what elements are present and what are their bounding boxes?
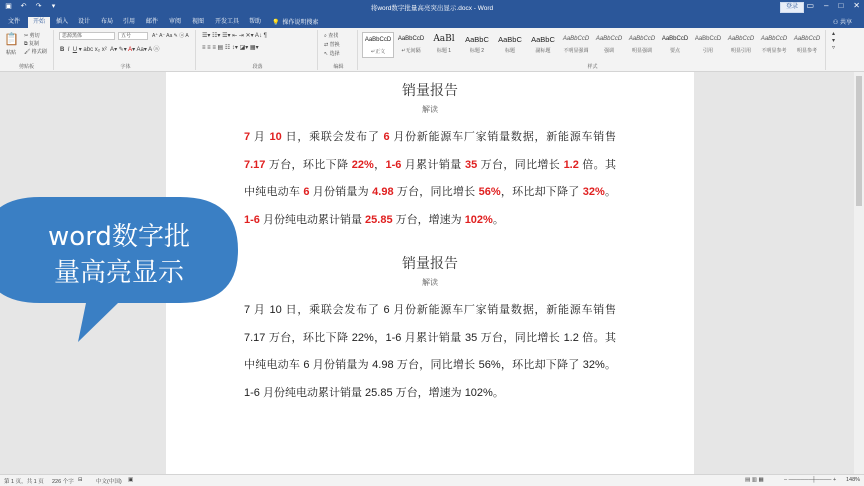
number-token: 7.17 <box>244 331 266 344</box>
text-token: 万台，增速为 <box>392 386 465 399</box>
paragraph-group-label: 段落 <box>252 64 263 70</box>
number-token: 35 <box>465 158 478 171</box>
paste-button[interactable]: 粘贴 <box>6 50 17 56</box>
style-preview: AaBbCcD <box>661 36 689 42</box>
number-token: 7 <box>244 131 251 143</box>
section1-title: 销量报告 <box>402 82 458 98</box>
text-token: 倍。其中纯电动车 <box>244 158 616 198</box>
text-token: 。 <box>492 213 504 226</box>
callout-bubble <box>0 197 238 303</box>
style-item[interactable] <box>494 32 526 58</box>
style-item[interactable] <box>428 32 460 58</box>
align-buttons[interactable]: ≡ ≡ ≡ ▤ ☷ ↕▾ ◪▾ ▦▾ <box>202 45 259 51</box>
number-token: 1.2 <box>563 158 579 171</box>
style-label: 明显参考 <box>796 48 817 54</box>
person-icon: ⚇ <box>832 20 839 26</box>
text-token: 月份纯电动累计销量 <box>259 386 366 399</box>
style-label: ↵正文 <box>370 49 386 55</box>
copy-button[interactable] <box>24 40 39 47</box>
number-token: 6 <box>383 131 390 143</box>
lightbulb-icon: 💡 <box>272 19 280 26</box>
text-token: 万台，同比增长 <box>393 359 479 371</box>
view-buttons[interactable]: ▤ ▥ ▦ <box>745 477 764 483</box>
number-token: 6 <box>303 359 310 371</box>
number-token: 1-6 <box>244 213 260 226</box>
style-item[interactable] <box>395 32 427 58</box>
number-token: 32% <box>582 186 605 198</box>
document-page[interactable] <box>166 72 694 474</box>
style-item[interactable] <box>560 32 592 58</box>
scissors-icon: ✂ <box>24 33 29 39</box>
tell-me-search[interactable] <box>272 17 328 28</box>
style-item[interactable] <box>758 32 790 58</box>
font-size-controls[interactable]: A⁺ A⁻ Aa ✎ ⓐ A <box>152 33 189 39</box>
tab-file[interactable]: 文件 <box>7 19 20 25</box>
editing-group-label: 编辑 <box>333 64 344 70</box>
callout-line1: word数字批 <box>48 222 190 252</box>
style-item[interactable] <box>791 32 823 58</box>
tab-review[interactable]: 审阅 <box>168 19 181 25</box>
text-token: 。 <box>604 359 616 371</box>
ribbon-options-icon[interactable]: ▭ <box>806 1 814 10</box>
text-token: 。 <box>492 386 504 399</box>
text-token: ， <box>373 158 386 171</box>
text-token: ， <box>373 331 386 344</box>
style-item[interactable] <box>626 32 658 58</box>
styles-scroll-buttons[interactable]: ▴ ▾ ▿ <box>832 31 836 51</box>
style-item[interactable] <box>659 32 691 58</box>
font-group-label: 字体 <box>120 64 131 70</box>
text-token: ，环比却下降了 <box>500 359 583 371</box>
page-count[interactable]: 第 1 页，共 1 页 <box>4 479 44 485</box>
tab-developer[interactable]: 开发工具 <box>214 19 239 25</box>
window-title: 将word数字批量高亮突出显示.docx - Word <box>370 5 494 12</box>
language[interactable]: 中文(中国) <box>96 479 122 485</box>
number-token: 4.98 <box>372 186 394 198</box>
font-group <box>56 30 196 70</box>
replace-icon: ⇄ <box>324 42 329 48</box>
tell-me-label: 操作说明搜索 <box>282 19 319 26</box>
paragraph-group <box>198 30 318 70</box>
section1-paragraph <box>244 124 616 234</box>
font-name-dropdown[interactable]: 思源黑体 <box>59 32 115 40</box>
style-label: 不明显强调 <box>563 48 589 54</box>
replace-label: 替换 <box>329 42 340 48</box>
list-buttons[interactable]: ☰▾ ☷▾ ☰▾ ⇤ ⇥ ✕▾ A↓ ¶ <box>202 33 267 39</box>
callout-text <box>0 219 238 291</box>
share-button[interactable] <box>833 17 852 26</box>
style-preview: AaBbC <box>531 35 555 44</box>
tab-layout[interactable]: 布局 <box>100 19 113 25</box>
style-label: ↵无间隔 <box>401 48 421 54</box>
text-token: 万台，增速为 <box>392 213 465 226</box>
copy-icon: ⧉ <box>24 41 28 47</box>
text-token: ，环比却下降了 <box>500 186 583 198</box>
number-token: 7 <box>244 304 251 316</box>
text-token: 月份销量为 <box>309 186 373 198</box>
styles-group <box>360 30 826 70</box>
style-label: 明显强调 <box>631 48 652 54</box>
word-count[interactable]: 226 个字 <box>52 479 74 485</box>
proofing-icon[interactable]: ⊟ <box>78 477 83 483</box>
clipboard-group-label: 剪贴板 <box>18 64 34 70</box>
number-token: 56% <box>478 359 501 371</box>
text-token: 万台，同比增长 <box>477 331 564 344</box>
style-label: 标题 2 <box>469 48 485 54</box>
tab-references[interactable]: 引用 <box>122 19 135 25</box>
style-preview: AaBbC <box>465 35 489 44</box>
style-item[interactable] <box>527 32 559 58</box>
tab-help[interactable]: 帮助 <box>248 19 261 25</box>
text-token: 月份销量为 <box>309 359 373 371</box>
zoom-level[interactable]: 148% <box>846 477 861 483</box>
style-item[interactable] <box>593 32 625 58</box>
style-label: 明显引用 <box>730 48 751 54</box>
style-preview: AaBbC <box>498 35 522 44</box>
text-token: 万台，同比增长 <box>477 158 564 171</box>
style-preview: AaBbCcD <box>562 36 590 42</box>
number-token: 7.17 <box>244 158 266 171</box>
zoom-slider[interactable]: – ──────┼──── + <box>784 477 837 483</box>
style-label: 副标题 <box>535 48 551 54</box>
ribbon <box>0 28 864 72</box>
style-preview: AaBbCcD <box>628 36 656 42</box>
style-item[interactable] <box>692 32 724 58</box>
text-token: 日，乘联会发布了 <box>281 304 384 316</box>
share-label: 共享 <box>839 20 852 26</box>
find-button[interactable] <box>324 32 338 39</box>
replace-button[interactable] <box>324 41 340 48</box>
text-token: 月份纯电动累计销量 <box>259 213 366 226</box>
status-bar <box>0 474 864 486</box>
number-token: 1-6 <box>385 158 402 171</box>
format-painter-label: 格式刷 <box>31 49 47 55</box>
style-preview: AaBbCcD <box>397 36 425 42</box>
text-token: 倍。其中纯电动车 <box>244 331 616 371</box>
title-bar <box>0 0 864 15</box>
text-token: 月份新能源车厂家销量数据，新能源车销售 <box>389 304 616 316</box>
style-preview: AaBbCcD <box>595 36 623 42</box>
cut-label: 剪切 <box>29 33 40 39</box>
text-token: 月累计销量 <box>401 331 465 344</box>
style-preview: AaBbCcD <box>793 36 821 42</box>
style-label: 强调 <box>603 48 614 54</box>
close-icon[interactable]: ✕ <box>853 1 860 10</box>
number-token: 35 <box>465 331 478 344</box>
text-token: 月 <box>250 304 270 316</box>
callout-line2: 量高亮显示 <box>53 258 184 288</box>
macro-icon[interactable]: ▣ <box>128 477 134 483</box>
tab-mailings[interactable]: 邮件 <box>145 19 158 25</box>
signin-button[interactable]: 登录 <box>780 2 804 13</box>
paste-icon[interactable]: 📋 <box>4 32 19 46</box>
find-label: 查找 <box>328 33 339 39</box>
style-label: 标题 1 <box>436 48 452 54</box>
select-icon: ↖ <box>324 51 329 57</box>
undo-icon[interactable]: ↶ <box>20 3 27 10</box>
tab-view[interactable]: 视图 <box>191 19 204 25</box>
number-token: 22% <box>351 331 374 344</box>
select-label: 选择 <box>329 51 340 57</box>
style-preview: AaBbCcD <box>364 37 392 43</box>
style-preview: AaBbCcD <box>694 36 722 42</box>
number-token: 102% <box>464 213 493 226</box>
style-preview: AaBbCcD <box>727 36 755 42</box>
maximize-icon[interactable]: □ <box>838 1 844 10</box>
section1-subtitle: 解读 <box>422 105 438 114</box>
tab-home[interactable]: 开始 <box>28 17 50 28</box>
style-preview: AaBbCcD <box>760 36 788 42</box>
clipboard-group <box>0 30 54 70</box>
style-label: 要点 <box>669 48 680 54</box>
number-token: 4.98 <box>372 359 394 371</box>
format-painter-button[interactable] <box>24 48 47 55</box>
font-size-dropdown[interactable]: 五号 <box>118 32 148 40</box>
number-token: 56% <box>478 186 501 198</box>
number-token: 32% <box>582 359 605 371</box>
number-token: 6 <box>383 304 390 316</box>
copy-label: 复制 <box>28 41 39 47</box>
style-item[interactable] <box>461 32 493 58</box>
text-token: 月份新能源车厂家销量数据，新能源车销售 <box>389 131 616 143</box>
style-label: 标题 <box>504 48 515 54</box>
window-controls <box>806 1 860 10</box>
number-token: 6 <box>303 186 310 198</box>
number-token: 1-6 <box>385 331 402 344</box>
tab-insert[interactable]: 插入 <box>55 19 68 25</box>
number-token: 25.85 <box>365 213 393 226</box>
search-icon: ⌕ <box>324 33 327 39</box>
save-icon[interactable]: ▣ <box>5 3 12 10</box>
cut-button[interactable] <box>24 32 40 39</box>
number-token: 10 <box>269 304 282 316</box>
style-item[interactable] <box>362 32 394 58</box>
text-token: 月累计销量 <box>401 158 465 171</box>
customize-qat-icon[interactable]: ▾ <box>51 3 56 10</box>
section2-title: 销量报告 <box>402 255 458 271</box>
style-preview: AaBl <box>433 34 455 44</box>
section2-subtitle: 解读 <box>422 278 438 287</box>
number-token: 102% <box>464 386 493 399</box>
number-token: 1.2 <box>563 331 579 344</box>
font-format-buttons[interactable]: B I U ▾ abc x₂ x² A▾ ✎▾ A▾ Aa▾ A ⓐ <box>60 47 160 53</box>
style-label: 引用 <box>702 48 713 54</box>
style-item[interactable] <box>725 32 757 58</box>
vertical-scrollbar[interactable] <box>854 72 864 474</box>
text-token: 日，乘联会发布了 <box>281 131 384 143</box>
style-label: 不明显参考 <box>761 48 787 54</box>
text-token: 月 <box>250 131 270 143</box>
brush-icon: 🖌 <box>24 49 31 55</box>
text-token: 万台，环比下降 <box>265 158 352 171</box>
editing-group <box>320 30 358 70</box>
scrollbar-thumb[interactable] <box>856 76 862 206</box>
minimize-icon[interactable]: – <box>824 1 829 10</box>
number-token: 25.85 <box>365 386 393 399</box>
text-token: 。 <box>604 186 616 198</box>
ribbon-tabs <box>0 15 864 28</box>
select-button[interactable] <box>324 50 340 57</box>
section2-paragraph <box>244 297 616 407</box>
redo-icon[interactable]: ↷ <box>35 3 42 10</box>
styles-group-label: 样式 <box>587 64 598 70</box>
number-token: 22% <box>351 158 374 171</box>
text-token: 万台，环比下降 <box>265 331 352 344</box>
number-token: 10 <box>269 131 282 143</box>
text-token: 万台，同比增长 <box>393 186 479 198</box>
tab-design[interactable]: 设计 <box>77 19 90 25</box>
number-token: 1-6 <box>244 386 260 399</box>
